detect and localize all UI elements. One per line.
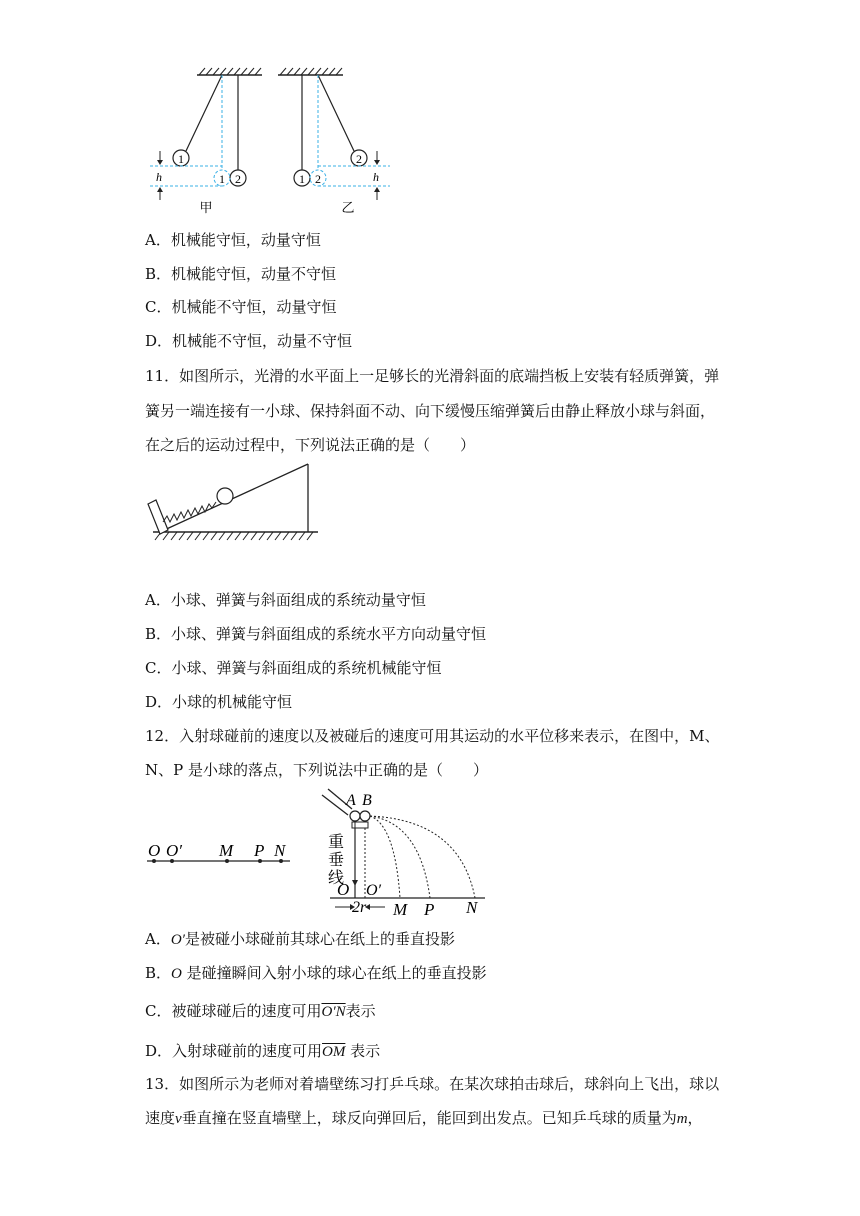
q10-option-c: C．机械能不守恒，动量守恒 [145,298,337,316]
label-yi: 乙 [341,200,355,215]
pendulum-figure [0,0,860,220]
right-M-label: M [393,900,408,919]
right-O-label: O [337,880,350,899]
q13-var-v: v [175,1111,182,1127]
ball-1-ghost-label: 1 [219,172,225,186]
q12-option-a: A．O′是被碰小球碰前其球心在纸上的垂直投影 [145,930,455,948]
q11-stem-line2: 簧另一端连接有一小球、保持斜面不动、向下缓慢压缩弹簧后由静止释放小球与斜面， [145,402,716,420]
h-label-left: h [156,170,162,184]
left-Oprime-label: O′ [166,841,182,860]
q10-option-d: D．机械能不守恒，动量不守恒 [145,332,353,350]
ball-1-label-yi: 1 [299,172,305,186]
q12-option-a-var: O′ [170,932,185,948]
h-label-right: h [373,170,379,184]
q13-line2-pre: 速度 [145,1109,176,1127]
ball-2-ghost-label: 2 [315,172,321,186]
right-B-label: B [362,792,372,809]
q12-option-d-pre: D．入射球碰前的速度可用 [145,1042,323,1060]
q11-stem-line1: 11．如图所示，光滑的水平面上一足够长的光滑斜面的底端挡板上安装有轻质弹簧，弹 [145,367,720,385]
collision-figure [0,785,860,919]
q13-stem-line2 [145,1108,703,1129]
q12-option-b: B．O 是碰撞瞬间入射小球的球心在纸上的垂直投影 [145,964,487,982]
q13-var-m: m [676,1111,688,1127]
ball-2-label: 2 [235,172,241,186]
right-A-label: A [346,792,356,809]
q12-option-c-vector: O′N [321,1004,346,1020]
left-P-label: P [254,841,265,860]
q11-option-a: A．小球、弹簧与斜面组成的系统动量守恒 [145,591,426,609]
twor-label: 2r [352,899,367,916]
q12-option-d-vector: $\overline{OM}$ [322,1044,346,1060]
q12-stem-line2: N、P 是小球的落点，下列说法中正确的是（ ） [145,761,488,779]
q12-option-b-text: 是碰撞瞬间入射小球的球心在纸上的垂直投影 [186,964,487,982]
left-O-label: O [148,841,161,860]
q12-option-a-text: 是被碰小球碰前其球心在纸上的垂直投影 [184,930,455,948]
label-jia: 甲 [199,200,213,215]
q11-stem-line3: 在之后的运动过程中，下列说法正确的是（ ） [145,436,476,454]
q11-option-b: B．小球、弹簧与斜面组成的系统水平方向动量守恒 [145,625,487,643]
ball-1-label: 1 [178,152,184,166]
q12-option-c-post: 表示 [345,1002,376,1020]
q10-option-a: A．机械能守恒，动量守恒 [145,231,321,249]
plumb-label-1: 重 [328,834,345,851]
right-Oprime-label: O′ [366,882,382,899]
left-M-label: M [219,841,234,860]
q12-option-c [145,1001,376,1022]
plumb-label-2: 垂 [328,852,345,869]
q12-option-b-var: O [171,966,182,982]
left-N-label: N [274,841,286,860]
q12-option-d-post: 表示 [350,1042,381,1060]
plumb-label-3: 线 [328,870,345,887]
q13-stem-line1: 13．如图所示为老师对着墙壁练习打乒乓球。在某次球拍击球后，球斜向上飞出，球以 [145,1075,720,1093]
q12-option-d [145,1041,380,1062]
q12-stem-line1: 12．入射球碰前的速度以及被碰后的速度可用其运动的水平位移来表示，在图中，M、 [145,727,720,745]
ball-2-label-yi: 2 [356,152,362,166]
q12-option-c-pre: C．被碰球碰后的速度可用 [145,1002,322,1020]
q11-option-d: D．小球的机械能守恒 [145,693,293,711]
q10-option-b: B．机械能守恒，动量不守恒 [145,265,337,283]
right-P-label: P [424,900,435,919]
q13-line2-end: ， [687,1109,703,1127]
right-N-label: N [466,898,478,917]
q13-line2-post: 垂直撞在竖直墙壁上，球反向弹回后，能回到出发点。已知乒乓球的质量为 [181,1109,677,1127]
incline-spring-figure [0,460,860,540]
q11-option-c: C．小球、弹簧与斜面组成的系统机械能守恒 [145,659,442,677]
